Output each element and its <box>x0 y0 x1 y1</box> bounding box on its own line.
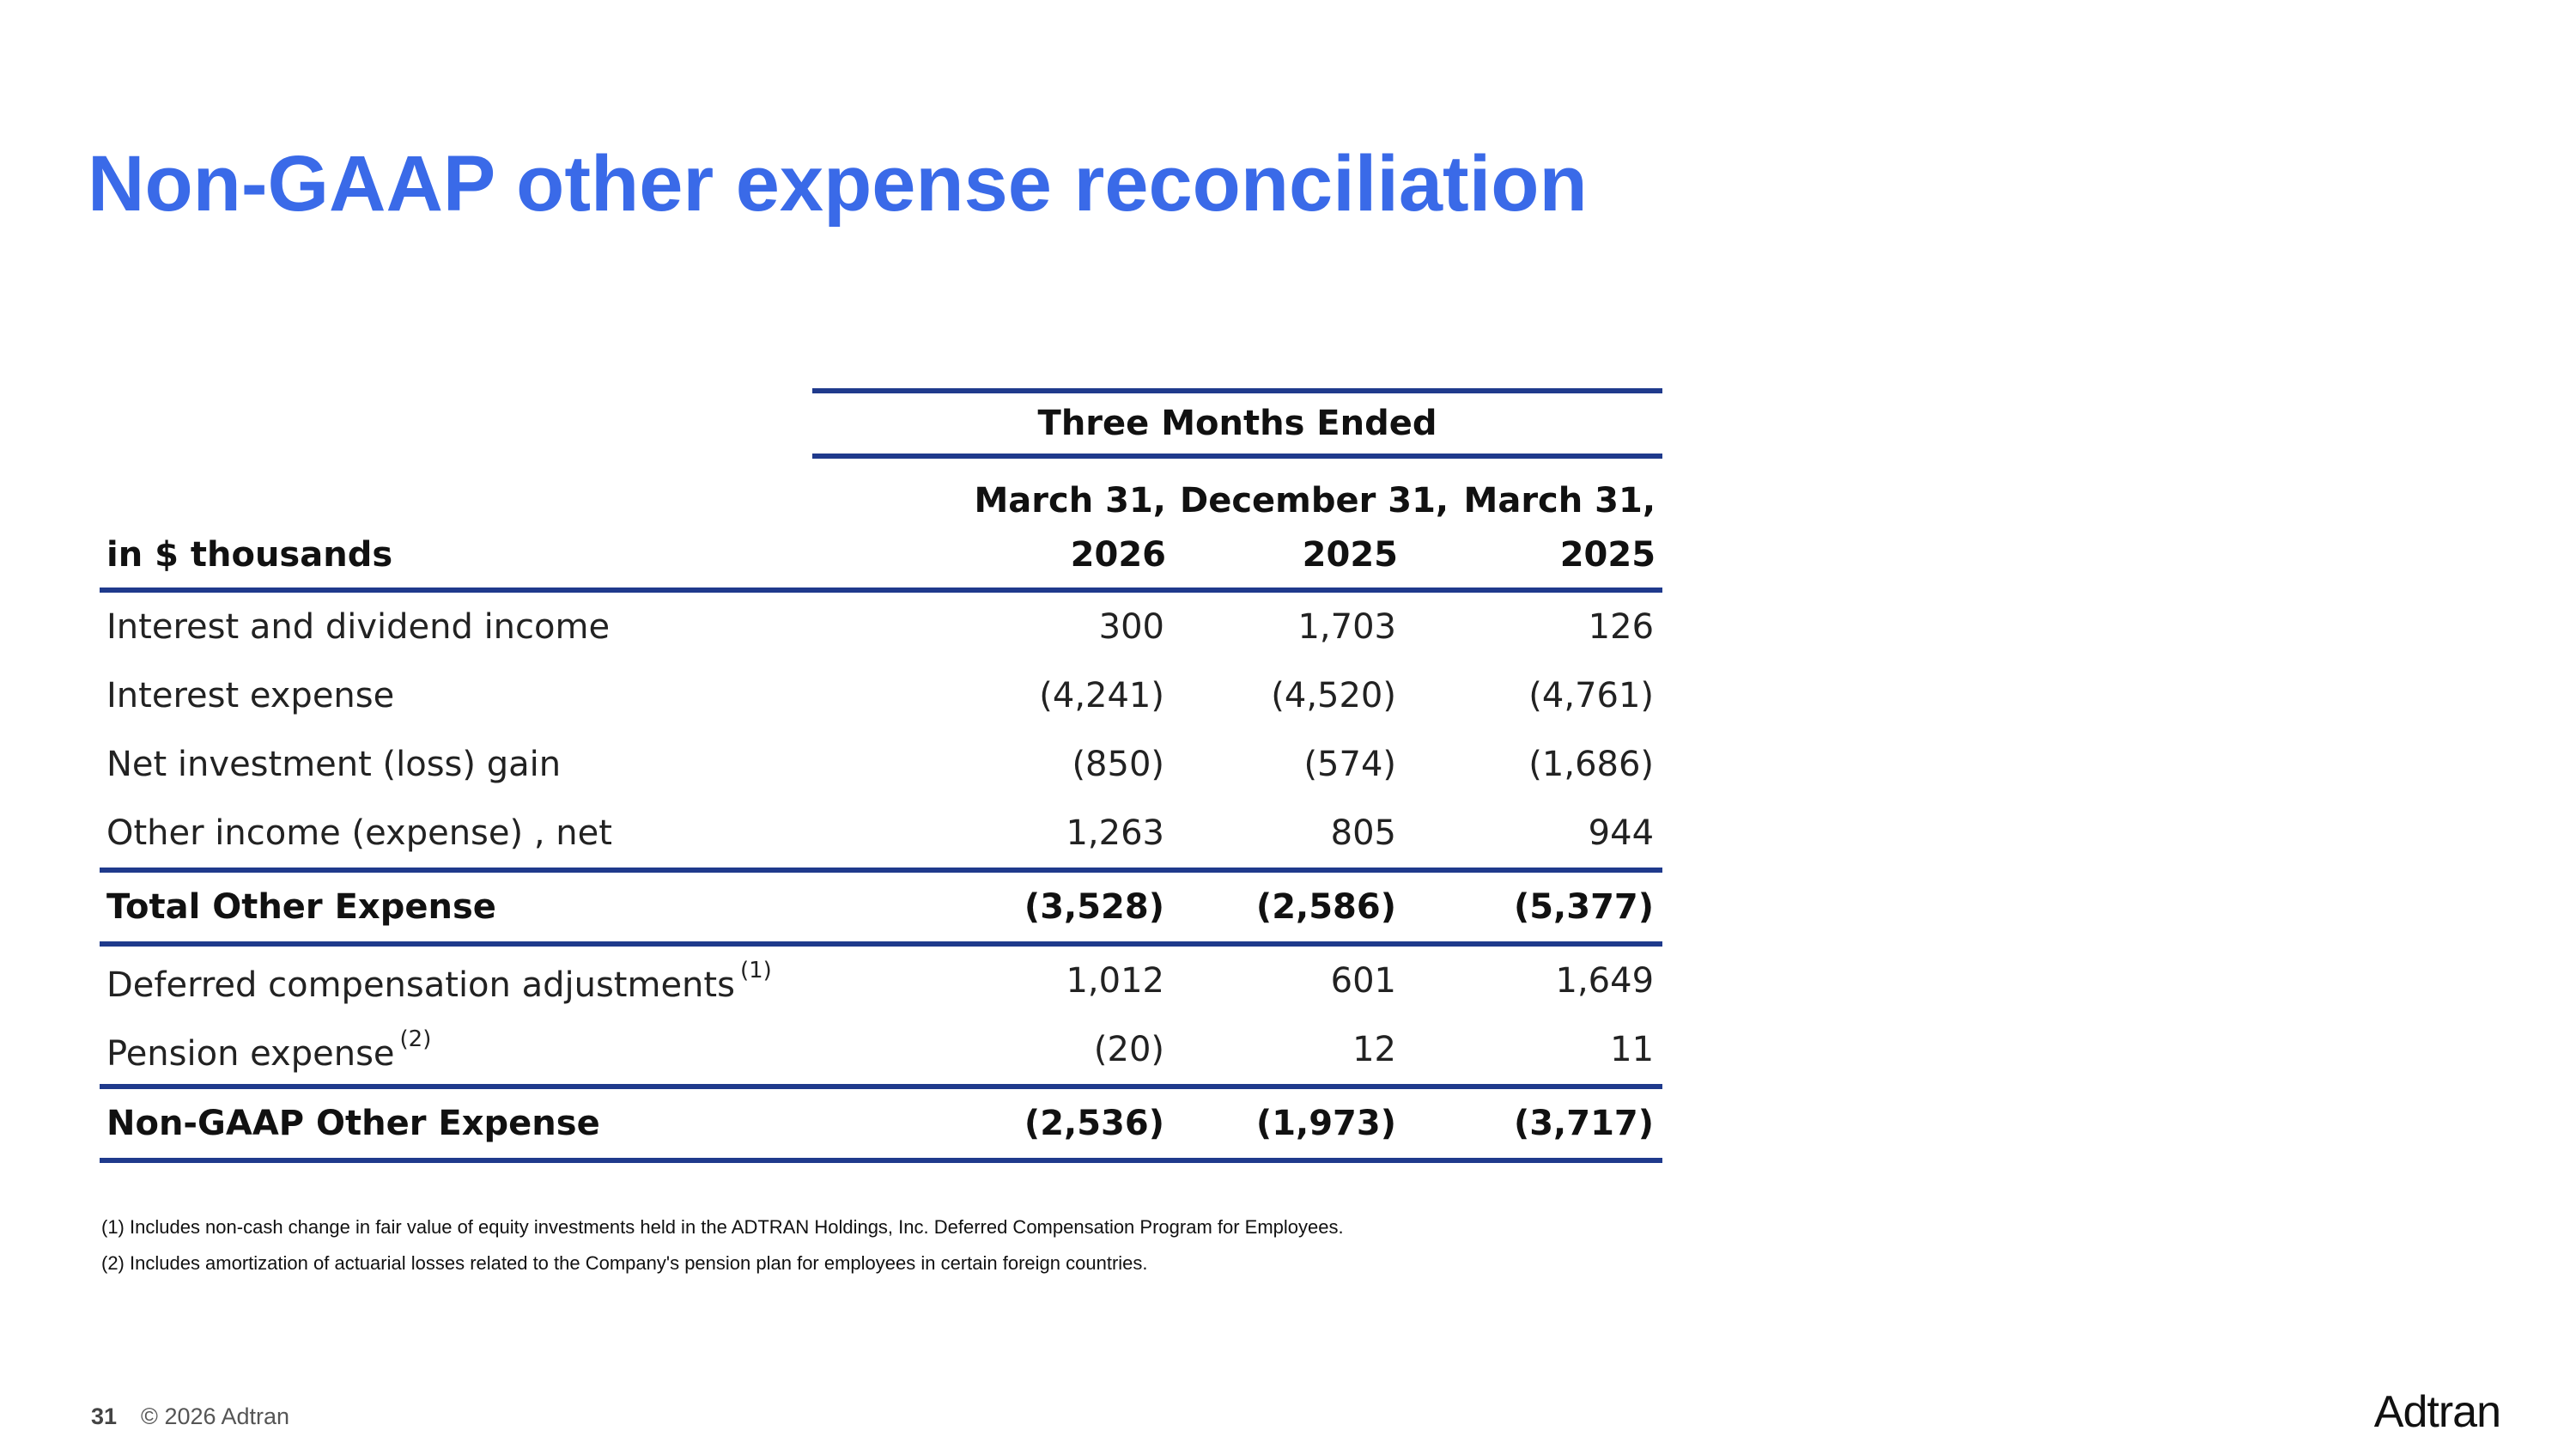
cell-value: (20) <box>1093 1030 1164 1069</box>
cell-value: (5,377) <box>1405 870 1662 944</box>
total-other-expense-row <box>100 870 1662 944</box>
row-label-cell <box>100 1015 812 1087</box>
reconciliation-table <box>100 388 1662 1163</box>
cell-value: (2,536) <box>812 1087 1173 1160</box>
col-header-mar-2025-year: 2025 <box>1405 522 1662 590</box>
footnote-marker: (2) <box>399 1026 432 1052</box>
cell-value: 300 <box>1098 607 1164 647</box>
row-label: Deferred compensation adjustments <box>106 965 735 1005</box>
unit-label: in $ thousands <box>100 522 812 590</box>
group-header-row <box>100 391 1662 456</box>
cell-value: 1,263 <box>1066 813 1164 853</box>
cell-value: (850) <box>1072 745 1164 784</box>
footnote-marker: (1) <box>739 957 772 983</box>
row-label: Net investment (loss) gain <box>106 745 562 784</box>
cell-value: (1,973) <box>1173 1087 1405 1160</box>
cell-value: 1,703 <box>1297 607 1396 647</box>
cell-value: 601 <box>1330 961 1396 1001</box>
footnotes <box>101 1209 1344 1282</box>
table-row <box>100 730 1662 799</box>
row-label: Interest expense <box>106 676 395 715</box>
page-number: 31 <box>91 1403 118 1429</box>
footnote-1: (1) Includes non-cash change in fair value of equity investments held in the ADTRAN Holdings, Inc. Deferred Compensation Program for Employees. <box>101 1216 1344 1238</box>
cell-value: 805 <box>1330 813 1396 853</box>
adtran-logo: Adtran <box>2373 1387 2500 1437</box>
slide-footer <box>91 1403 289 1430</box>
non-gaap-other-expense-row <box>100 1087 1662 1160</box>
table-row <box>100 799 1662 870</box>
cell-value: 1,649 <box>1555 961 1655 1001</box>
col-header-mar-2026-line1: March 31, <box>974 481 1166 521</box>
row-label-cell <box>100 944 812 1015</box>
table-row <box>100 661 1662 730</box>
cell-value: (1,686) <box>1528 745 1655 784</box>
column-header-row-2 <box>100 522 1662 590</box>
cell-value: 1,012 <box>1066 961 1164 1001</box>
cell-value: 944 <box>1588 813 1655 853</box>
table-row <box>100 590 1662 661</box>
cell-value: (2,586) <box>1173 870 1405 944</box>
cell-value: (4,241) <box>1039 676 1164 715</box>
footnote-2: (2) Includes amortization of actuarial losses related to the Company's pension plan for employees in certain foreign countries. <box>101 1252 1148 1274</box>
row-label: Total Other Expense <box>100 870 812 944</box>
col-header-dec-2025-year: 2025 <box>1173 522 1405 590</box>
row-label: Interest and dividend income <box>106 607 611 647</box>
cell-value: 11 <box>1610 1030 1655 1069</box>
col-header-mar-2026-year: 2026 <box>812 522 1173 590</box>
cell-value: 126 <box>1588 607 1655 647</box>
three-months-ended-header: Three Months Ended <box>812 391 1662 456</box>
cell-value: (4,761) <box>1528 676 1655 715</box>
col-header-dec-2025-line1: December 31, <box>1180 481 1449 521</box>
cell-value: (3,717) <box>1405 1087 1662 1160</box>
row-label: Non-GAAP Other Expense <box>100 1087 812 1160</box>
cell-value: (574) <box>1303 745 1396 784</box>
cell-value: (4,520) <box>1271 676 1396 715</box>
column-header-row-1 <box>100 456 1662 522</box>
row-label: Pension expense <box>106 1033 395 1074</box>
copyright: © 2026 Adtran <box>141 1403 290 1429</box>
slide-title: Non-GAAP other expense reconciliation <box>88 140 1588 228</box>
cell-value: 12 <box>1352 1030 1396 1069</box>
table-row <box>100 944 1662 1015</box>
table-row <box>100 1015 1662 1087</box>
row-label: Other income (expense) , net <box>106 813 612 853</box>
cell-value: (3,528) <box>812 870 1173 944</box>
col-header-mar-2025-line1: March 31, <box>1463 481 1656 521</box>
